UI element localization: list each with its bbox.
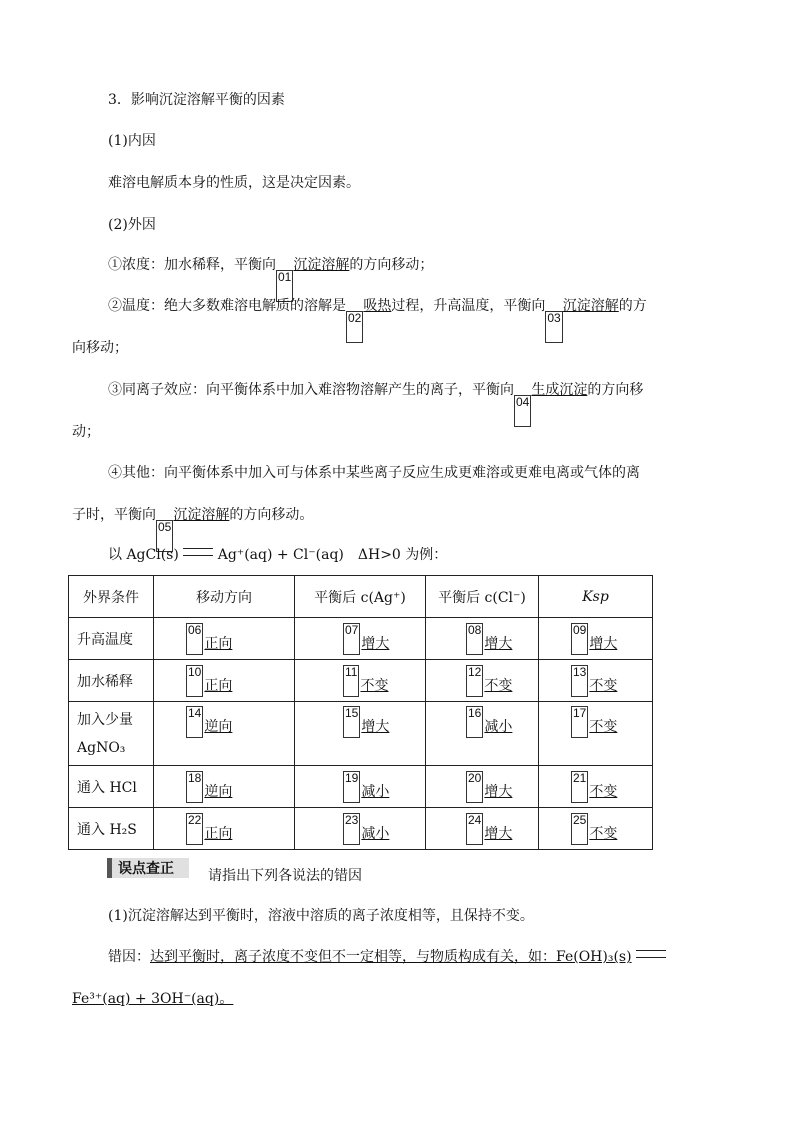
cond-cell: 通入 H₂S [69, 808, 154, 850]
answer: 减小 [484, 719, 513, 735]
answer: 增大 [361, 719, 390, 735]
external-title: (2)外因 [108, 217, 156, 233]
answer: 减小 [361, 783, 390, 800]
table-cell [547, 623, 652, 655]
item-temperature-wrap: 向移动； [72, 340, 128, 356]
blank-number: 15 [343, 706, 360, 738]
table-cell [162, 706, 294, 738]
item-temperature: ②温度：绝大多数难溶电解质的溶解是02吸热过程，升高温度，平衡向03沉淀溶解的方 [108, 292, 718, 343]
error-reason-wrap: Fe³⁺(aq) + 3OH⁻(aq)。 [72, 991, 234, 1007]
header-cl: 平衡后 c(Cl⁻) [426, 576, 539, 618]
blank-number: 09 [571, 623, 588, 655]
table-cell [434, 665, 538, 697]
item-concentration: ①浓度：加水稀释，平衡向01沉淀溶解的方向移动； [108, 251, 718, 302]
header-condition: 外界条件 [69, 576, 154, 618]
blank-number: 19 [343, 771, 360, 803]
answer: 逆向 [204, 719, 233, 735]
blank-number: 03 [545, 311, 562, 343]
equilibrium-arrow-icon [183, 548, 213, 556]
answer: 不变 [360, 677, 389, 694]
answer: 增大 [361, 635, 390, 652]
answer: 增大 [484, 825, 513, 842]
blank-number: 24 [466, 813, 483, 845]
blank-number: 04 [514, 395, 531, 427]
header-ksp: Ksp [539, 576, 653, 618]
section-heading: 3．影响沉淀溶解平衡的因素 [108, 92, 285, 108]
answer: 增大 [484, 783, 513, 800]
blank-number: 22 [186, 813, 203, 845]
answer: 沉淀溶解 [293, 257, 350, 273]
blank-number: 06 [186, 623, 203, 655]
table-cell [162, 665, 294, 697]
table-cell [547, 771, 652, 803]
blank-number: 12 [466, 665, 483, 697]
answer: 增大 [589, 635, 618, 652]
blank-number: 08 [466, 623, 483, 655]
blank-number: 14 [186, 706, 203, 738]
table-header-row [69, 576, 653, 618]
answer: 减小 [361, 825, 390, 842]
item-common-ion-wrap: 动； [72, 424, 100, 440]
tag-instruction: 请指出下列各说法的错因 [208, 868, 362, 884]
question-1: (1)沉淀溶解达到平衡时，溶液中溶质的离子浓度相等，且保持不变。 [108, 908, 534, 924]
blank-number: 02 [346, 311, 363, 343]
internal-text: 难溶电解质本身的性质，这是决定因素。 [108, 175, 360, 191]
error-check-tag: 误点查正 [107, 858, 189, 878]
table-cell [303, 813, 425, 845]
cond-cell: 通入 HCl [69, 766, 154, 808]
header-ag: 平衡后 c(Ag⁺) [295, 576, 426, 618]
answer: 不变 [589, 719, 618, 735]
answer: 不变 [589, 677, 618, 694]
answer: 沉淀溶解 [173, 507, 230, 523]
table-cell [162, 771, 294, 803]
answer: 不变 [589, 783, 618, 800]
table-cell [303, 771, 425, 803]
equilibrium-arrow-icon [636, 950, 666, 958]
table-row [69, 660, 653, 702]
blank-number: 16 [466, 706, 483, 738]
answer: 吸热 [363, 298, 392, 314]
table-cell [547, 813, 652, 845]
blank-number: 23 [343, 813, 360, 845]
table-cell [162, 813, 294, 845]
blank-number: 05 [156, 520, 173, 552]
header-direction: 移动方向 [154, 576, 295, 618]
blank-number: 17 [571, 706, 588, 738]
cond-cell: 升高温度 [69, 618, 154, 660]
table-cell [547, 706, 652, 738]
table-cell [303, 706, 425, 738]
blank-number: 25 [571, 813, 588, 845]
blank-number: 21 [571, 771, 588, 803]
table-cell [162, 623, 294, 655]
table-row [69, 618, 653, 660]
blank-number: 07 [343, 623, 360, 655]
item-other-wrap: 子时，平衡向05沉淀溶解的方向移动。 [72, 501, 313, 552]
answer: 不变 [589, 825, 618, 842]
blank-number: 10 [186, 665, 203, 697]
answer: 生成沉淀 [531, 382, 588, 398]
answer: 沉淀溶解 [562, 298, 619, 314]
answer: 增大 [484, 635, 513, 652]
table-cell [434, 623, 538, 655]
blank-number: 13 [571, 665, 588, 697]
cond-cell: 加入少量 AgNO₃ [69, 702, 154, 766]
blank-number: 18 [186, 771, 203, 803]
table-cell [547, 665, 652, 697]
item-other: ④其他：向平衡体系中加入可与体系中某些离子反应生成更难溶或更难电离或气体的离 [108, 465, 640, 481]
answer: 正向 [204, 825, 233, 842]
blank-number: 20 [466, 771, 483, 803]
table-row [69, 766, 653, 808]
effect-table [68, 575, 653, 850]
table-cell [434, 813, 538, 845]
error-reason: 错因：达到平衡时，离子浓度不变但不一定相等，与物质构成有关，如：Fe(OH)₃(s) [108, 943, 718, 971]
table-row [69, 702, 653, 766]
table-cell [303, 665, 425, 697]
answer: 正向 [204, 635, 233, 652]
item-common-ion: ③同离子效应：向平衡体系中加入难溶物溶解产生的离子，平衡向04生成沉淀的方向移 [108, 376, 718, 427]
internal-title: (1)内因 [108, 133, 156, 149]
table-cell [303, 623, 425, 655]
answer: 正向 [204, 677, 233, 694]
table-cell [434, 706, 538, 738]
blank-number: 01 [276, 270, 293, 302]
answer: 不变 [484, 677, 513, 694]
answer: 逆向 [204, 783, 233, 800]
table-row [69, 808, 653, 850]
blank-number: 11 [343, 665, 359, 697]
table-cell [434, 771, 538, 803]
example-equation: 以 AgCl(s) Ag⁺(aq) + Cl⁻(aq) ΔH>0 为例： [108, 547, 448, 563]
cond-cell: 加水稀释 [69, 660, 154, 702]
